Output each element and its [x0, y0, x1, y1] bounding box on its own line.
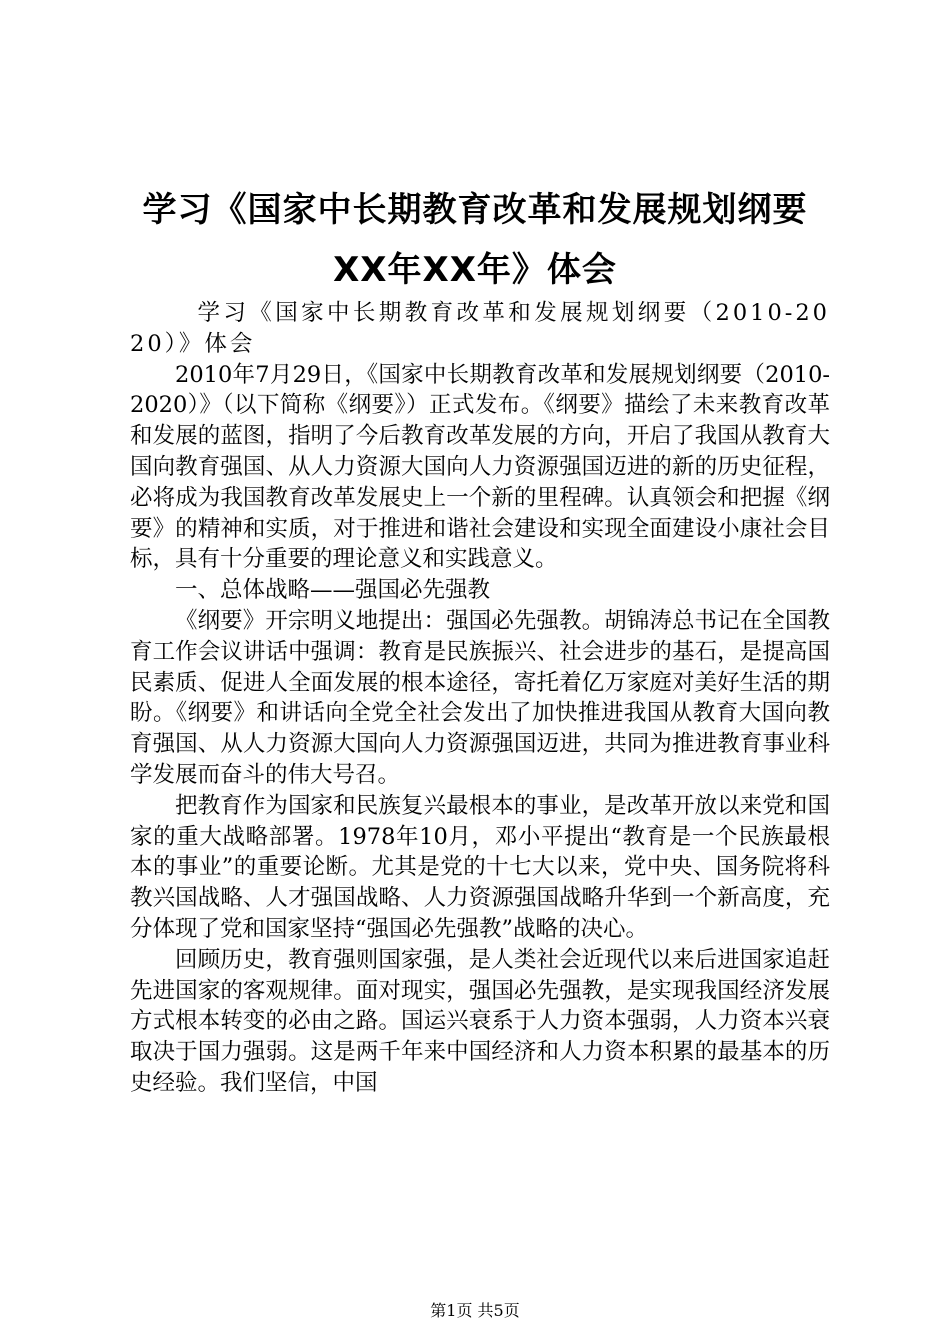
document-body — [130, 298, 830, 1099]
paragraph: 2010年7月29日，《国家中长期教育改革和发展规划纲要（2010-2020）》（以下简称《纲要》）正式发布。《纲要》描绘了未来教育改革和发展的蓝图，指明了今后教育改革发展的方向，开启了我国从教育大国向教育强国、从人力资源大国向人力资源强国迈进的新的历史征程，必将成为我国教育改革发展史上一个新的里程碑。认真领会和把握《纲要》的精神和实质，对于推进和谐社会建设和实现全面建设小康社会目标，具有十分重要的理论意义和实践意义。 — [130, 361, 830, 573]
document-title-line-1: 学习《国家中长期教育改革和发展规划纲要 — [142, 190, 808, 230]
document-title-line-2: XX年XX年》体会 — [333, 250, 617, 290]
section-heading: 一、总体战略——强国必先强教 — [175, 577, 491, 604]
paragraph: 把教育作为国家和民族复兴最根本的事业，是改革开放以来党和国家的重大战略部署。1978年10月，邓小平提出“教育是一个民族最根本的事业”的重要论断。尤其是党的十七大以来，党中央、国务院将科教兴国战略、人才强国战略、人力资源强国战略升华到一个新高度，充分体现了党和国家坚持“强国必先强教”战略的决心。 — [130, 792, 830, 942]
page-footer: 第1页 共5页 — [430, 1301, 520, 1320]
document-subtitle: 学习《国家中长期教育改革和发展规划纲要（2010-2020）》体会 — [130, 300, 830, 357]
paragraph: 回顾历史，教育强则国家强，是人类社会近现代以来后进国家追赶先进国家的客观规律。面对现实，强国必先强教，是实现我国经济发展方式根本转变的必由之路。国运兴衰系于人力资本强弱，人力资本兴衰取决于国力强弱。这是两千年来中国经济和人力资本积累的最基本的历史经验。我们坚信，中国 — [130, 946, 830, 1096]
paragraph: 《纲要》开宗明义地提出：强国必先强教。胡锦涛总书记在全国教育工作会议讲话中强调：教育是民族振兴、社会进步的基石，是提高国民素质、促进人全面发展的根本途径，寄托着亿万家庭对美好生活的期盼。《纲要》和讲话向全党全社会发出了加快推进我国从教育大国向教育强国、从人力资源大国向人力资源强国迈进，共同为推进教育事业科学发展而奋斗的伟大号召。 — [130, 607, 830, 788]
